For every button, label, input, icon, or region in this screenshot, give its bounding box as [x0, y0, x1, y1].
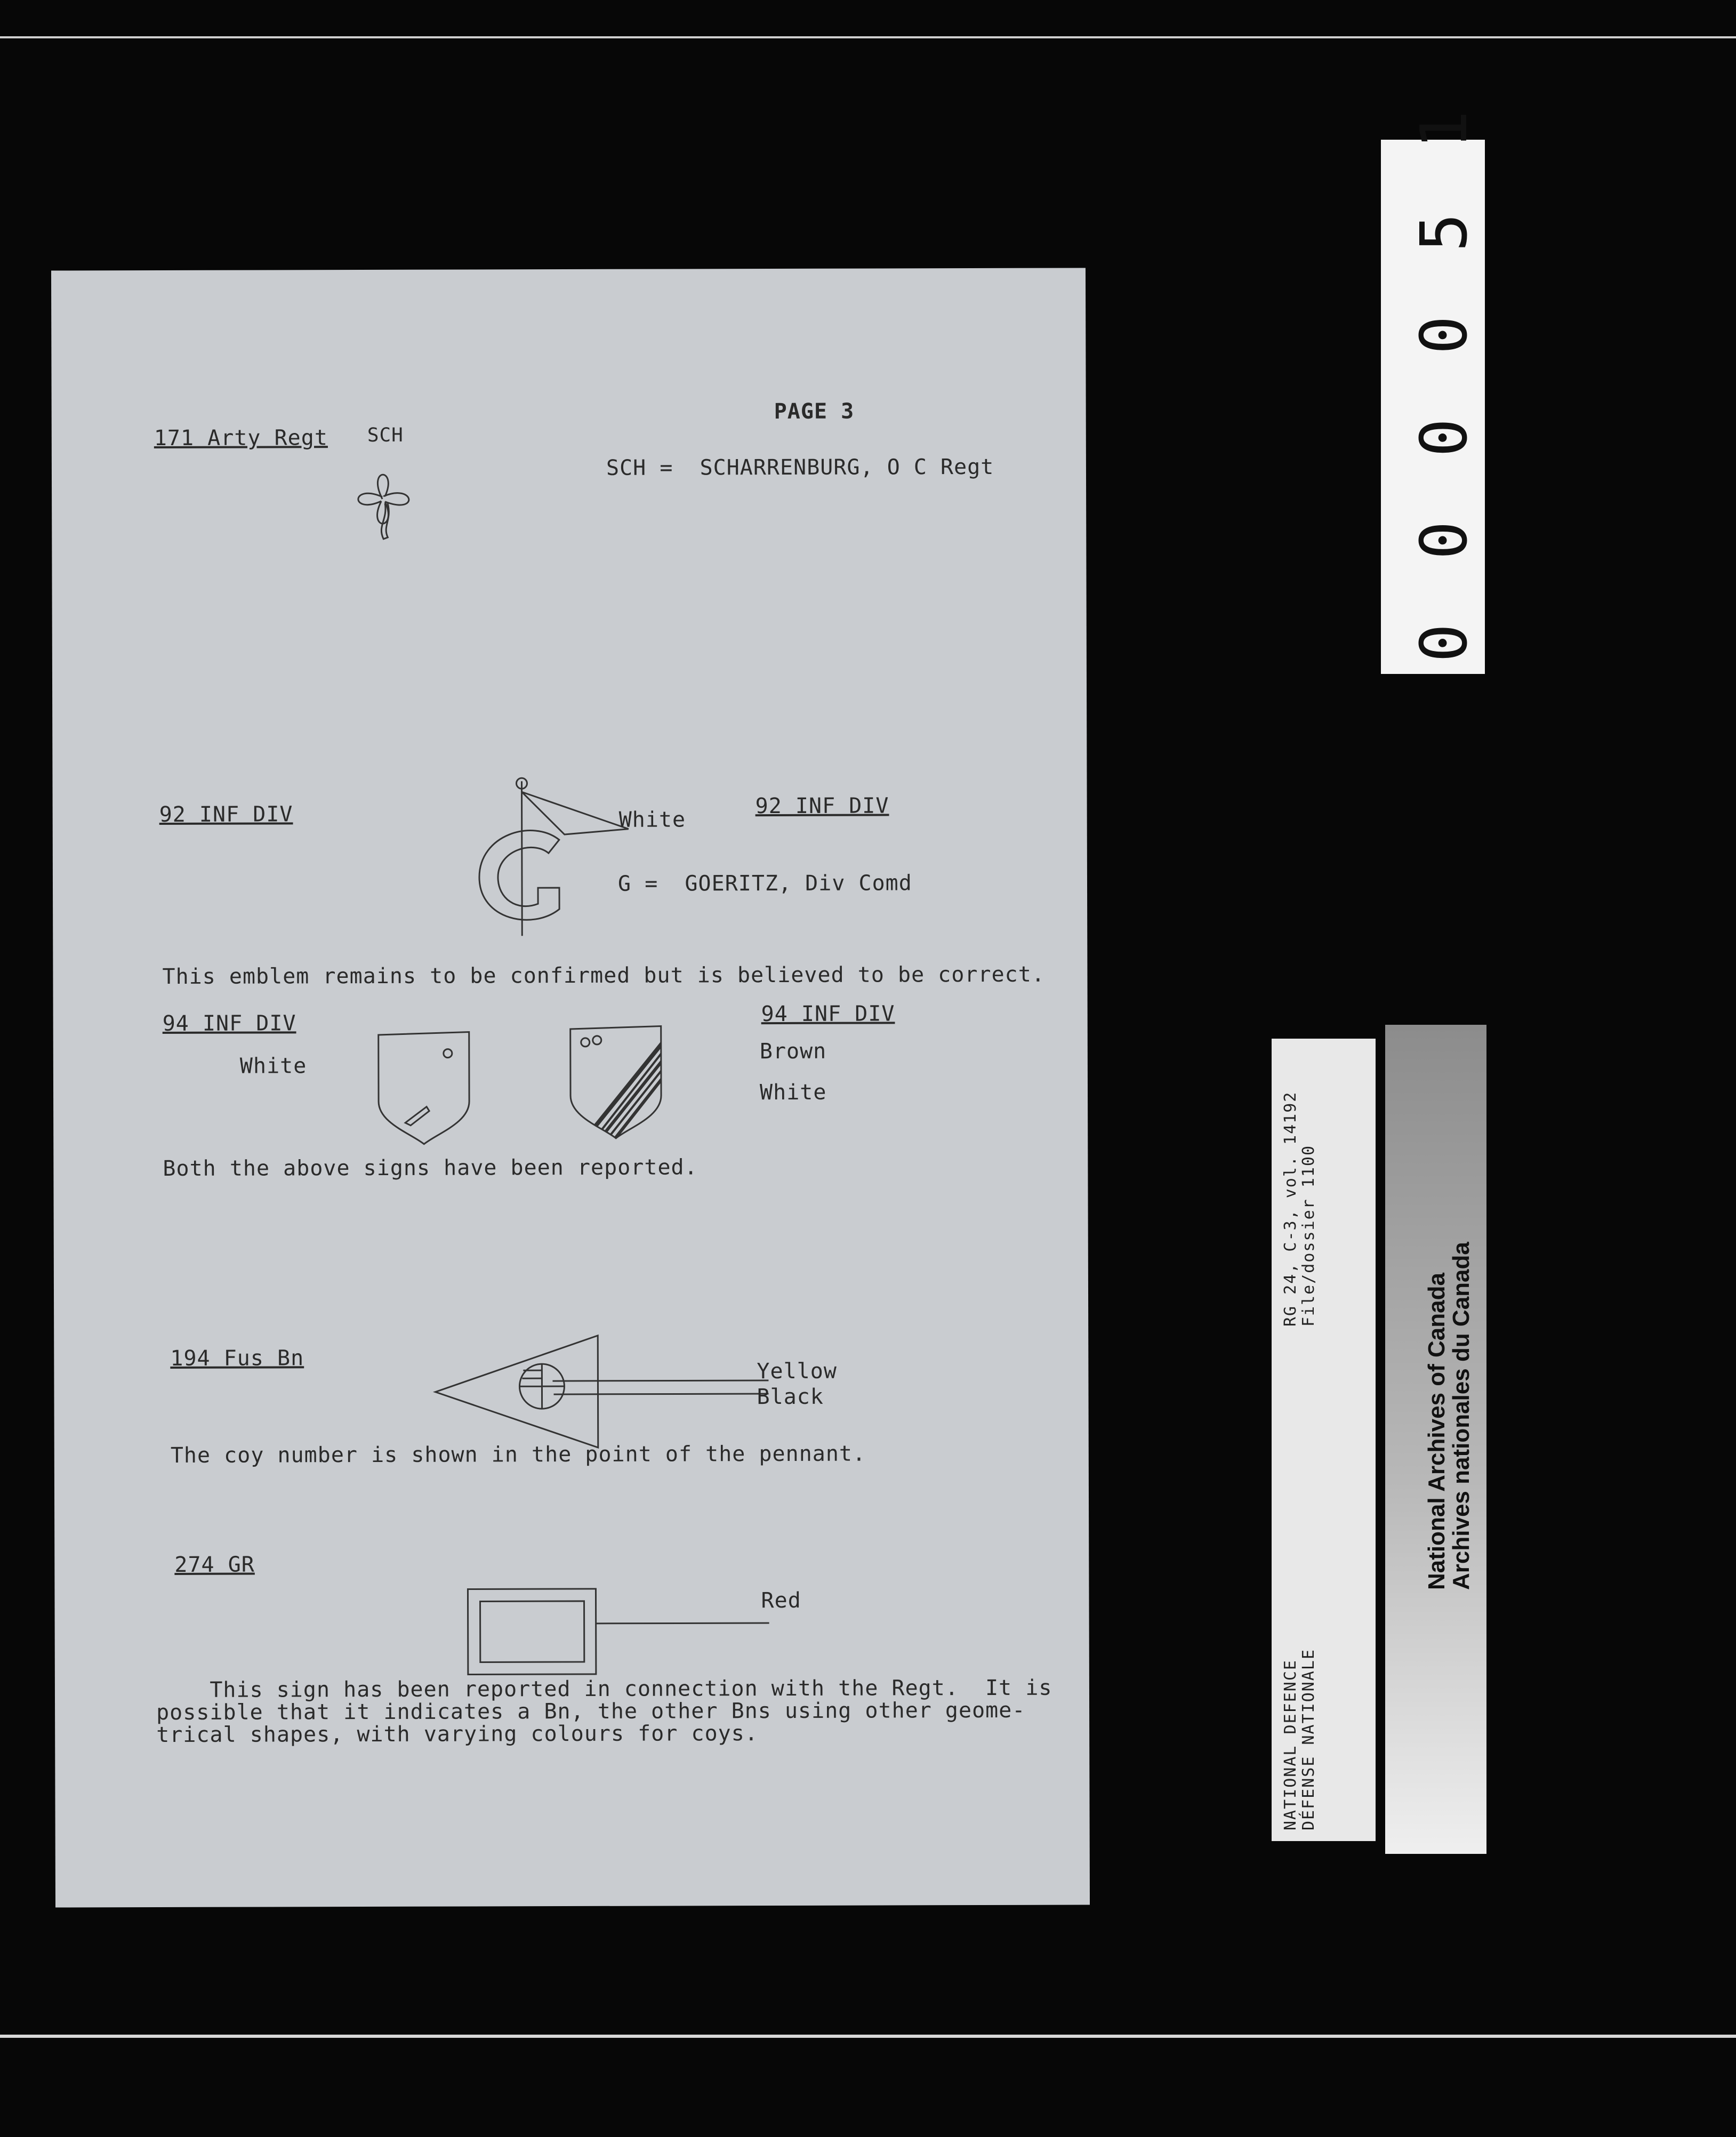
unit-heading: 171 Arty Regt: [154, 425, 328, 451]
film-edge-bottom: [0, 2035, 1736, 2038]
archive-name-label: [1385, 1025, 1486, 1854]
pennant-emblem: [427, 1330, 790, 1453]
caption: Both the above signs have been reported.: [163, 1155, 698, 1182]
rectangle-emblem: [465, 1586, 774, 1683]
colour-label: Yellow: [757, 1359, 837, 1384]
archive-name: National Archives of Canada: [1424, 1273, 1450, 1590]
colour-label: Black: [757, 1384, 824, 1410]
caption: This emblem remains to be confirmed but is believed to be correct.: [162, 962, 1045, 990]
caption-line: possible that it indicates a Bn, the other Bns using other geome-: [156, 1698, 1026, 1725]
emblem-mark: SCH: [367, 424, 404, 446]
g-sword-emblem: [457, 775, 682, 957]
colour-label: Red: [761, 1588, 801, 1613]
division-heading-right: 92 INF DIV: [755, 793, 889, 819]
archive-reference-label: [1272, 1039, 1376, 1841]
department-line: NATIONAL DEFENCE: [1281, 1659, 1300, 1830]
colour-label: White: [618, 807, 686, 832]
caption: The coy number is shown in the point of the pennant.: [170, 1441, 866, 1468]
caption-line: trical shapes, with varying colours for coys.: [156, 1721, 758, 1748]
shield-emblem-striped: [565, 1021, 672, 1144]
page-label: PAGE 3: [774, 399, 855, 424]
colour-label: Brown: [759, 1039, 827, 1064]
film-edge-top: [0, 36, 1736, 38]
frame-number-stamp: [1381, 98, 1485, 674]
shield-emblem-plain: [373, 1026, 480, 1150]
reference-line: File/dossier 1100: [1299, 1144, 1318, 1327]
unit-note: G = GOERITZ, Div Comd: [617, 871, 912, 896]
unit-heading: 274 GR: [174, 1552, 255, 1577]
reference-line: RG 24, C-3, vol. 14192: [1281, 1091, 1300, 1327]
archive-name: Archives nationales du Canada: [1448, 1242, 1474, 1590]
division-heading-left: 94 INF DIV: [162, 1011, 296, 1037]
colour-label: White: [239, 1054, 307, 1079]
department-line: DÉFENSE NATIONALE: [1299, 1648, 1318, 1830]
four-leaf-clover-emblem: [334, 446, 430, 547]
division-heading-right: 94 INF DIV: [761, 1001, 895, 1027]
unit-heading: 194 Fus Bn: [170, 1346, 304, 1371]
document-page: [51, 268, 1090, 1907]
colour-label: White: [759, 1080, 827, 1105]
caption-line: This sign has been reported in connection with the Regt. It is: [156, 1675, 1052, 1703]
division-heading-left: 92 INF DIV: [159, 802, 293, 828]
unit-note: SCH = SCHARRENBURG, O C Regt: [606, 454, 994, 480]
frame-number: 0 0 0 0 5 1: [1408, 98, 1482, 662]
